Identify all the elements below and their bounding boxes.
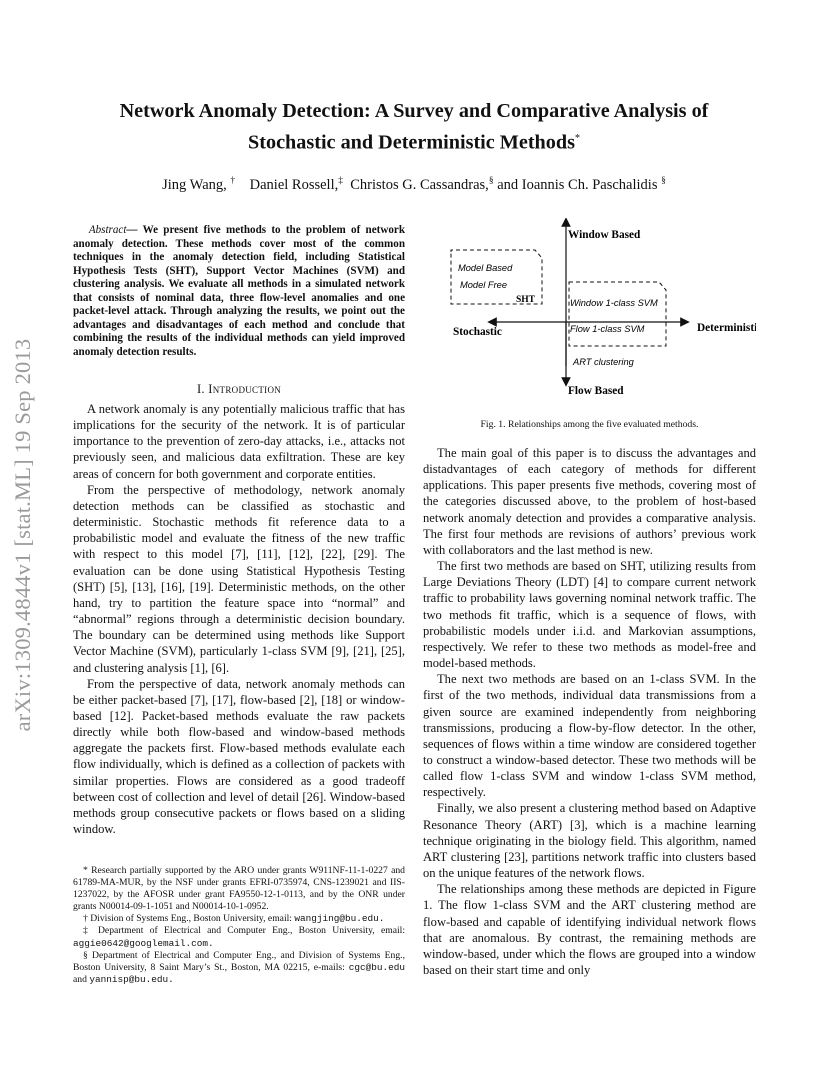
footnote-funding: * Research partially supported by the ARO under grants W911NF-11-1-0227 and 61789-MA-MUR, by the NSF under grants EFRI-0735974, CNS-1239021 and IIS-1237022, by the AFOSR under grant FA9550-12-1-0113, and by the ONR under grants N00014-09-1-1051 and N00014-10-1-0952. (73, 865, 405, 913)
email-link[interactable]: aggie0642@googlemail.com. (73, 937, 214, 949)
title-footnote-mark: * (574, 133, 580, 144)
axis-label-window: Window Based (568, 229, 641, 241)
footnote-author-3-4 (73, 950, 405, 986)
left-column-body (73, 401, 405, 837)
axis-label-stochastic: Stochastic (453, 326, 502, 338)
paragraph: From the perspective of methodology, network anomaly detection methods can be classified as stochastic and deterministic. Stochastic methods fit reference data to a probabilistic model and evaluate the fitness of the new traffic with respect to this model [7], [11], [12], [22], [29]. The evaluation can be done using Statistical Hypothesis Testing (SHT) [5], [13], [16], [19]. Deterministic methods, on the other hand, try to partition the feature space into “normal” and “abnormal” regions through a deterministic decision boundary. The boundary can be determined using methods like Support Vector Machine (SVM), particularly 1-class SVM [9], [21], [25], and clustering analysis [1], [6]. (73, 482, 405, 675)
abstract-lead: Abstract (88, 224, 127, 236)
axis-label-deterministic: Deterministic (697, 322, 756, 334)
author-list (60, 176, 768, 194)
paragraph: The first two methods are based on SHT, utilizing results from Large Deviations Theory (LDT) [4] to compare current network traffic to probability laws governing nominal network traffic. The two methods fit traffic, which is a sequence of flows, with probabilistic models under i.i.d. and Markovian assumptions, respectively. We refer to these two methods as model-free and model-based methods. (423, 559, 756, 671)
section-number: I. (196, 382, 209, 396)
paragraph: A network anomaly is any potentially malicious traffic that has implications for the security of the network. It is of particular importance to the prevention of zero-day attacks, i.e., attacks not previously seen, and malicious data exfiltration. These are key areas of concern for both government and corporate entities. (73, 402, 405, 481)
email-link[interactable]: yannisp@bu.edu. (89, 973, 174, 985)
svm-region (569, 282, 666, 346)
email-link[interactable]: cgc@bu.edu (348, 961, 405, 973)
author-1 (162, 177, 235, 193)
title-line-2 (60, 125, 768, 157)
figure-1-diagram (423, 218, 756, 408)
paragraph: From the perspective of data, network anomaly methods can be either packet-based [7], [17], flow-based [2], [18] or window-based [12]. Packet-based methods evaluate the raw packets directly while both flow-based and window-based methods aggregate the packets first. Flow-based methods evalulate each flow individually, which is defined as a collection of packets with similar properties. Flows are considered as a good tradeoff between cost of collection and level of detail [26]. Window-based methods group consecutive packets or flows based on a sliding window. (73, 676, 405, 837)
paragraph: Finally, we also present a clustering method based on Adaptive Resonance Theory (ART) [3], which is a machine learning technique originating in the biology field. This algorithm, named ART clustering [23], partitions network traffic into clusters based on the unique features of the network flows. (423, 801, 756, 881)
sht-label: SHT (516, 295, 536, 305)
section-heading (73, 382, 405, 397)
author-4 (497, 177, 666, 193)
author-2 (250, 177, 343, 193)
paragraph: The main goal of this paper is to discuss the advantages and distadvantages of each category of methods for different applications. This paper presents five methods, covering most of the categories discussed above, to the problem of host-based network anomaly detection and provides a comparative analysis. The first four methods are revisions of authors’ previous work with collaborators and the last method is new. (423, 446, 756, 557)
footnote-conjunction: and (73, 973, 90, 985)
footnotes (73, 865, 405, 986)
author-mark: § (488, 176, 494, 186)
paper-title (60, 98, 768, 157)
title-line-2-text: Stochastic and Deterministic Methods (248, 131, 575, 154)
author-3 (350, 177, 493, 193)
arxiv-identifier: arXiv:1309.4844v1 [stat.ML] 19 Sep 2013 (10, 338, 35, 732)
author-name: and Ioannis Ch. Paschalidis (497, 176, 658, 193)
paragraph: The relationships among these methods are depicted in Figure 1. The flow 1-class SVM and the ART clustering method are flow-based and capable of identifying individual network flows that are anomalous. By contrast, the remaining methods are window-based, under which the flows are grouped into a window based on their start time and only (423, 882, 756, 977)
figure-caption: Fig. 1. Relationships among the five evaluated methods. (480, 419, 699, 430)
title-line-1: Network Anomaly Detection: A Survey and Comparative Analysis of (119, 100, 709, 122)
footnote-author-1 (73, 913, 405, 925)
footnote-text: ‡ Department of Electrical and Computer Eng., Boston University, email: (83, 925, 405, 937)
author-mark: ‡ (338, 176, 343, 186)
email-link[interactable]: wangjing@bu.edu. (294, 913, 385, 925)
abstract-text: — We present five methods to the problem of network anomaly detection. These methods cover most of the common techniques in the anomaly detection field, including Statistical Hypothesis Tests (SHT), Support Vector Machines (SVM) and clustering analysis. We evaluate all methods in a simulated network that consists of nominal data, three flow-level anomalies and one packet-level attack. Through analyzing the results, we point out the advantages and disadvantages of each method and conclude that combining the results of the individual methods can yield improved anomaly detection results. (73, 224, 405, 358)
footnote-author-2 (73, 925, 405, 949)
author-name: Daniel Rossell, (249, 176, 339, 193)
abstract (73, 224, 405, 359)
author-name: Christos G. Cassandras, (350, 176, 489, 193)
footnote-text: § Department of Electrical and Computer Eng., and Division of Systems Eng., Boston University, 8 Saint Mary’s St., Boston, MA 02215, e-mails: (73, 949, 405, 973)
figure-1 (423, 218, 756, 408)
paragraph: The next two methods are based on an 1-class SVM. In the first of the two methods, individual data transmissions from a given source are examined independently from neighboring transmissions, producing a flow-by-flow detector. In the other, sequences of flows within a time window are considered together to construct a window-based detector. These two methods will be called flow 1-class SVM and window 1-class SVM method, respectively. (423, 672, 756, 800)
flow-svm-label: Flow 1-class SVM (570, 324, 645, 334)
window-svm-label: Window 1-class SVM (570, 298, 658, 308)
section-title: Introduction (208, 382, 282, 396)
right-column-body (423, 445, 756, 978)
art-clustering-label: ART clustering (573, 357, 634, 367)
author-mark: † (230, 176, 236, 186)
author-name: Jing Wang, (162, 176, 227, 193)
model-free-label: Model Free (460, 280, 508, 290)
axis-label-flow: Flow Based (568, 385, 624, 397)
footnote-text: † Division of Systems Eng., Boston University, email: (83, 913, 292, 925)
author-mark: § (661, 176, 666, 186)
model-based-label: Model Based (458, 263, 513, 273)
